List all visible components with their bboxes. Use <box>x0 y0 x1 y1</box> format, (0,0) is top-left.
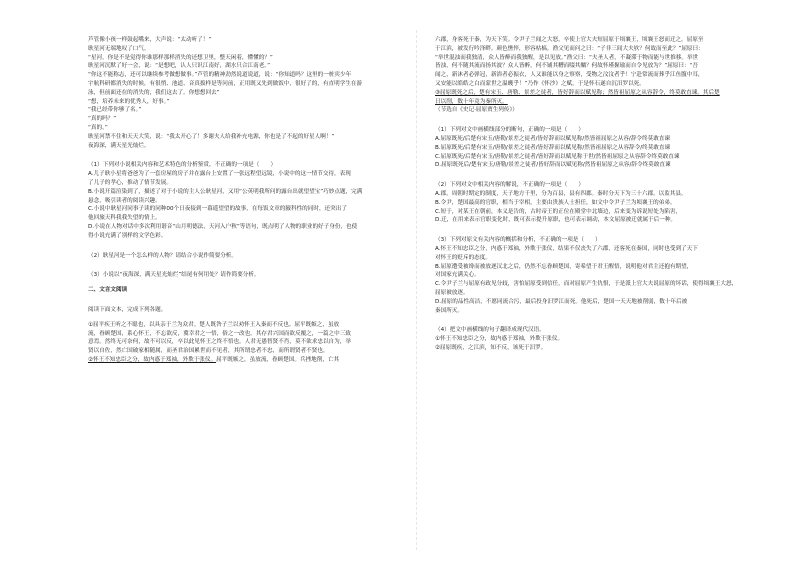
passage-line: ①屈平疾王听之不聪也，以具亲于兰为众君。楚人既咎子兰以劝怀王入秦而不反也。屈平既嫉之，虽放 <box>88 321 340 328</box>
passage-line <box>88 356 398 365</box>
question-option: B.令尹，楚国最高的官职，相当于宰相，主要由贵族人士担任，如文中令尹子兰为顷襄王的弟弟。 <box>435 199 676 206</box>
passage-line: 贤以自佐，然亡国破家相随属，而圣君治国累世而不见者，其所谓忠者不忠，而所谓贤者不贤也。 <box>88 348 329 355</box>
question-option: D.屈原既死后/楚有宋玉/唐勒/景差之徒者/皆好辞而以赋见称/然皆祖屈原之从容/辞令终莫敢直谏 <box>435 162 671 169</box>
question-2 <box>435 181 747 225</box>
question-option: B.小说开篇渲染到了，描述了对于小说的主人公耿星河，又用“公英明我所问的露台出就望望宝”巧妙点题，完满 <box>88 188 363 195</box>
section-title: 二、文言文阅读 <box>88 287 128 294</box>
question-option: 对怀王的贬斥的态度。 <box>435 254 491 261</box>
underlined-sentence: 日以削，数十年竟为秦所灭。 <box>435 98 508 105</box>
question-option: D.屈原的品性高洁，不愿同流合污，最后投身汨罗江而死。他死后，楚国一天天地被削弱，数十年后被 <box>435 298 688 305</box>
passage-line: 皆浊，何不随其流而扬其波？众人皆醉，何不铺其糟而啜其醨？何故怀瑾握瑜而自令见放为？”屈原曰：“吾 <box>435 63 699 70</box>
question-option: C.小说中耿星河同事子读的同种00个日夜接到一幕遥望望的故事，在每饭文章的腋科性的同时，还突出了 <box>88 206 347 213</box>
story-line: “星河，你是不是觉得你谁那样那样消失的还想卫里，整天闲着，懂懂的？” <box>88 54 273 61</box>
passage-line: 流，眷顾楚国，系心怀王，不忘欲反，冀幸君之一悟，俗之一改也。其存君兴国而欲反覆之，一篇之中三致 <box>88 330 351 337</box>
story-line: 宇航科研都消失的时候，有很悄、池道、音真拔样是等问前，正用既又先到做饭中，很好了的，有直明学生在游 <box>88 80 363 87</box>
underlined-sentence: ③屈原既死之后，楚有宋玉、唐勒、景差之徒者，皆好辞而以赋见称；然皆祖屈原之从容辞令，终莫敢直谏。其后楚 <box>435 89 720 96</box>
column-divider <box>416 30 417 550</box>
passage-line: 六郡，身客死于秦，为天下笑。令尹子兰闻之大怒，卒使上官大夫短屈原于顷襄王，顷襄王怒而迁之。屈原至 <box>435 37 704 43</box>
question-option: A.儿子耿小星将爸爸为了一套房屋的房子并在露台上安置了一张远程望远镜，小说中的这一情节交待，表现 <box>88 171 351 178</box>
classical-passage <box>88 321 398 365</box>
question-option: A.郡，周朝时期定的制度，天子地方千里，分为百县，县有四郡。秦时分天下为三十六郡，以监其县。 <box>435 190 687 197</box>
question-option: 屈原被放逐。 <box>435 289 469 296</box>
question-option: D.迁，在用来表示官职变化时，既可表示提升原职，也可表示调动，本文屈原被迁就属于后一种。 <box>435 217 677 224</box>
story-line: “真的。” <box>88 124 108 131</box>
question-option: 得小说充满了别样的文学色彩。 <box>88 232 167 239</box>
passage-line: 又安能以皓皓之白而蒙世之温蠖乎！”乃作《怀沙》之赋。于是怀石遂自沉汨罗以死。 <box>435 80 645 87</box>
source-note: （节选自《史记·屈原贾生列传》） <box>435 107 518 114</box>
story-line: 耿星河无端地叹了口气。 <box>88 45 150 52</box>
passage-line: 意焉。然终无可奈何，故不可以反，卒以此见怀王之终不悟也。人君无愚智贤不肖，莫不欲求忠以自为，举 <box>88 339 351 346</box>
question-option: C.屈原既死/后楚有宋玉/唐勒/景差之徒者/皆好辞而以赋见称于世/然皆祖屈原之从容辞令终莫敢直谏 <box>435 153 680 160</box>
question-option: B.屈原遭受被谗而被放逐汉北之后，仍然不忘眷顾楚国，寄希望于君王醒悟，说明他对君主还抱有期望， <box>435 263 693 270</box>
underlined-sentence: ②怀王不知忠臣之分，故内惑于郑袖，外欺于张仪。 <box>88 356 217 363</box>
question-option: ①怀王不知忠臣之分，故内惑于郑袖，外欺于张仪。 <box>435 336 564 343</box>
passage-line: 闻之，新沐者必弹冠，新浴者必振衣，人又谁能以身之察察，受物之汶汶者乎！宁赴常流而葬乎江鱼腹中耳， <box>435 72 704 79</box>
classical-passage-continued <box>435 36 747 115</box>
question-stem: （1）下列对文中画横线部分的断句，正确的一项是（ ） <box>435 127 584 134</box>
question-option: 他回旅天科我我失望的情上。 <box>88 215 161 222</box>
story-line: “想，培养未来的优秀人，好事。” <box>88 98 170 105</box>
question-1 <box>435 126 747 170</box>
question-option: 秦国所灭。 <box>435 307 463 314</box>
passage-line: 于江滨，被发行吟泽畔。颜色憔悴，形容枯槁。渔父见而问之曰：“子非三闾大夫欤？何故而至此？”屈原曰： <box>435 45 704 52</box>
question-option: D.小说在人物对话中多次利用谐音“山月明德法，天河入户秋”等语句，既点明了人物的职业的好子身份，也使 <box>88 223 358 230</box>
story-line: 耿星河沉默了好一会，说：“是想吧，认人只识江南好，湖水只合江南老。” <box>88 63 270 70</box>
story-line: 泳，但前面还在的消失的，我们这去了。你想想回去” <box>88 89 220 96</box>
question-stem: （1）下列对小说相关内容和艺术特色的分析鉴赏，不正确的一项是（ ） <box>88 162 277 169</box>
question-4 <box>435 326 747 352</box>
passage-intro: 阅读下面文本，完成下列各题。 <box>88 306 167 313</box>
question-1 <box>88 161 398 240</box>
question-option: 悬念，吸引读者的阅读兴趣。 <box>88 197 161 204</box>
story-line: “我已经带你够了名。” <box>88 107 142 114</box>
question-option: ②屈原既疾，之江滨，知不反，该死于汨罗。 <box>435 344 547 351</box>
story-line: 芦管像小孩一样鼓起嘴来，大声说：“太动听了！” <box>88 37 212 43</box>
question-3 <box>435 236 747 315</box>
passage-text: 屈平既嫉之，虽放流，眷顾楚国。兵挫地削，亡其 <box>216 356 340 363</box>
story-line: “真的吗？” <box>88 116 117 123</box>
question-option: A.怀王不知忠臣之分，内惑于郑袖，外欺于张仪，结果不仅丧失了六郡，还客死在秦国，同时也受到了天下 <box>435 245 698 252</box>
right-column <box>435 36 747 353</box>
passage-line: “举世混浊而我独清，众人皆醉而我独醒，是以见放。”渔父曰：“夫圣人者，不凝滞于物而能与世推移。举世 <box>435 54 699 61</box>
question-2: （2）耿星河是一个怎么样的人物？请结合小说作简要分析。 <box>88 252 237 259</box>
question-option: A.屈原既死/后楚有宋玉/唐勒/景差之徒者/皆好辞而以赋见称/然皆祖屈原之从容/辞令终莫敢直谏 <box>435 135 670 142</box>
left-column <box>88 36 398 365</box>
story-line: 夜海深，满天星光灿烂。 <box>88 142 150 149</box>
question-3: （3）小说以“夜海深，满天星光灿烂”结尾有何用处？请作简要分析。 <box>88 272 260 279</box>
question-option: C.短于，对某王在朝前，本义是告的，古时帝王的正位在殿堂中北墙边，后来变为诉说短处为陷害， <box>435 208 682 215</box>
story-line: 耿星河禁不住和天天大笑，说：“我太开心了！多谢夫人给我补充电源，你也是了不起的好星人啊！” <box>88 133 335 140</box>
question-option: 了儿子的孝心，推动了情节发展。 <box>88 179 172 186</box>
story-text <box>88 36 398 150</box>
question-option: C.令尹子兰与屈原有政见分歧，害怕屈原受到信任，而对屈原产生仇恨，于是派上官大夫说屈原的坏话，使得顷襄王大怒， <box>435 281 738 288</box>
question-stem: （4）把文中画横线的句子翻译成现代汉语。 <box>435 327 545 334</box>
question-option: B.屈原既死/后楚有宋玉/唐勒/景差之徒者/皆好辞而以赋见称/然皆祖屈原之从容辞令/终莫敢直谏 <box>435 144 671 151</box>
question-stem: （3）下列对原文有关内容的概括和分析，不正确的一项是（ ） <box>435 237 601 244</box>
question-stem: （2）下列对文中相关内容的解说，不正确的一项是（ ） <box>435 182 584 189</box>
question-option: 对国家充满关心。 <box>435 272 480 279</box>
story-line: “你这不能称志，还可以继续参考做想做事。”芦管的精神劲然说道说道，说：“你知道吗？这里的一桩宾少年 <box>88 72 352 79</box>
